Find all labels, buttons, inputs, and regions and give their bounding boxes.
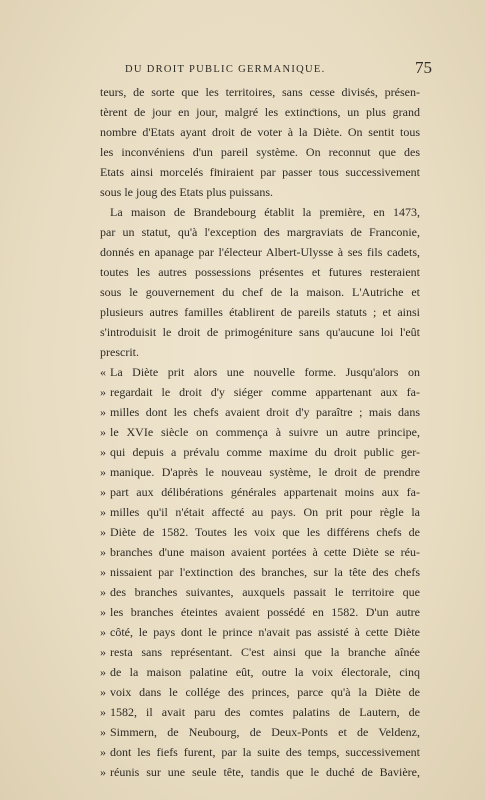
quote-mark: » (100, 665, 106, 679)
quote-mark: » (100, 485, 106, 499)
quote-mark: » (100, 545, 106, 559)
body-line: les inconvéniens d'un pareil système. On reconnut que des (100, 145, 420, 159)
quote-mark: » (100, 465, 106, 479)
body-line: prescrit. (100, 345, 139, 359)
quote-mark: » (100, 385, 106, 399)
quote-mark: » (100, 765, 106, 779)
page-header (100, 60, 430, 80)
quote-mark: » (100, 505, 106, 519)
quoted-line: » de la maison palatine eût, outre la voix électorale, cinq (100, 662, 420, 682)
running-head: DU DROIT PUBLIC GERMANIQUE. (125, 64, 326, 75)
quote-mark: » (100, 625, 106, 639)
body-line: teurs, de sorte que les territoires, sans cesse divisés, présen- (100, 85, 420, 99)
body-line: donnés en apanage par l'électeur Albert-Ulysse à ses fils cadets, (100, 245, 420, 259)
quoted-line: » des branches suivantes, auxquels passait le territoire que (100, 582, 420, 602)
quoted-line: » le XVIe siècle on commença à suivre un autre principe, (100, 422, 420, 442)
quote-mark: » (100, 685, 106, 699)
body-line: La maison de Brandebourg établit la première, en 1473, (110, 205, 420, 219)
quoted-line: » resta sans représentant. C'est ainsi que la branche aînée (100, 642, 420, 662)
quote-mark: » (100, 745, 106, 759)
quoted-line: » Simmern, de Neubourg, de Deux-Ponts et de Veldenz, (100, 722, 420, 742)
quoted-line: « La Diète prit alors une nouvelle forme. Jusqu'alors on (100, 362, 420, 382)
page-number: 75 (415, 58, 432, 77)
quoted-line: » 1582, il avait paru des comtes palatins de Lautern, de (100, 702, 420, 722)
quoted-line: » nissaient par l'extinction des branches, sur la tête des chefs (100, 562, 420, 582)
body-line: plusieurs autres familles établirent de pareils statuts ; et ainsi (100, 305, 420, 319)
body-line: sous le joug des Etats plus puissans. (100, 185, 273, 199)
page-body (100, 82, 420, 782)
quoted-line: » réunis sur une seule tête, tandis que le duché de Bavière, (100, 762, 420, 782)
quote-mark: » (100, 645, 106, 659)
quote-mark: » (100, 725, 106, 739)
quote-mark: » (100, 445, 106, 459)
body-line: Etats ainsi morcelés finiraient par passer tous successivement (100, 165, 420, 179)
quoted-line: » milles dont les chefs avaient droit d'y paraître ; mais dans (100, 402, 420, 422)
quote-mark: » (100, 705, 106, 719)
quoted-line: » les branches éteintes avaient possédé en 1582. D'un autre (100, 602, 420, 622)
body-line: par un statut, qu'à l'exception des margraviats de Franconie, (100, 225, 420, 239)
quoted-line: » côté, le pays dont le prince n'avait pas assisté à cette Diète (100, 622, 420, 642)
body-line: sous le gouvernement du chef de la maison. L'Autriche et (100, 285, 420, 299)
quote-mark: » (100, 605, 106, 619)
quoted-line: » milles qu'il n'était affecté au pays. On prit pour règle la (100, 502, 420, 522)
quote-mark: » (100, 585, 106, 599)
quote-mark: » (100, 565, 106, 579)
body-line: nombre d'Etats ayant droit de voter à la Diète. On sentit tous (100, 125, 420, 139)
opening-quote-mark: « (100, 365, 106, 379)
quoted-line: » manique. D'après le nouveau système, le droit de prendre (100, 462, 420, 482)
quoted-line: » qui depuis a prévalu comme maxime du droit public ger- (100, 442, 420, 462)
quoted-line: » part aux délibérations générales appartenait moins aux fa- (100, 482, 420, 502)
quote-mark: » (100, 425, 106, 439)
quoted-line: » regardait le droit d'y siéger comme appartenant aux fa- (100, 382, 420, 402)
quoted-line: » voix dans le collége des princes, parce qu'à la Diète de (100, 682, 420, 702)
body-line: tèrent de jour en jour, malgré les extinctions, un plus grand (100, 105, 420, 119)
body-line: s'introduisit le droit de primogéniture sans qu'aucune loi l'eût (100, 325, 420, 339)
quoted-line: » branches d'une maison avaient portées à cette Diète se réu- (100, 542, 420, 562)
quoted-line: » Diète de 1582. Toutes les voix que les différens chefs de (100, 522, 420, 542)
quoted-line: » dont les fiefs furent, par la suite des temps, successivement (100, 742, 420, 762)
quote-mark: » (100, 405, 106, 419)
quote-mark: » (100, 525, 106, 539)
body-line: toutes les autres possessions présentes et futures resteraient (100, 265, 420, 279)
